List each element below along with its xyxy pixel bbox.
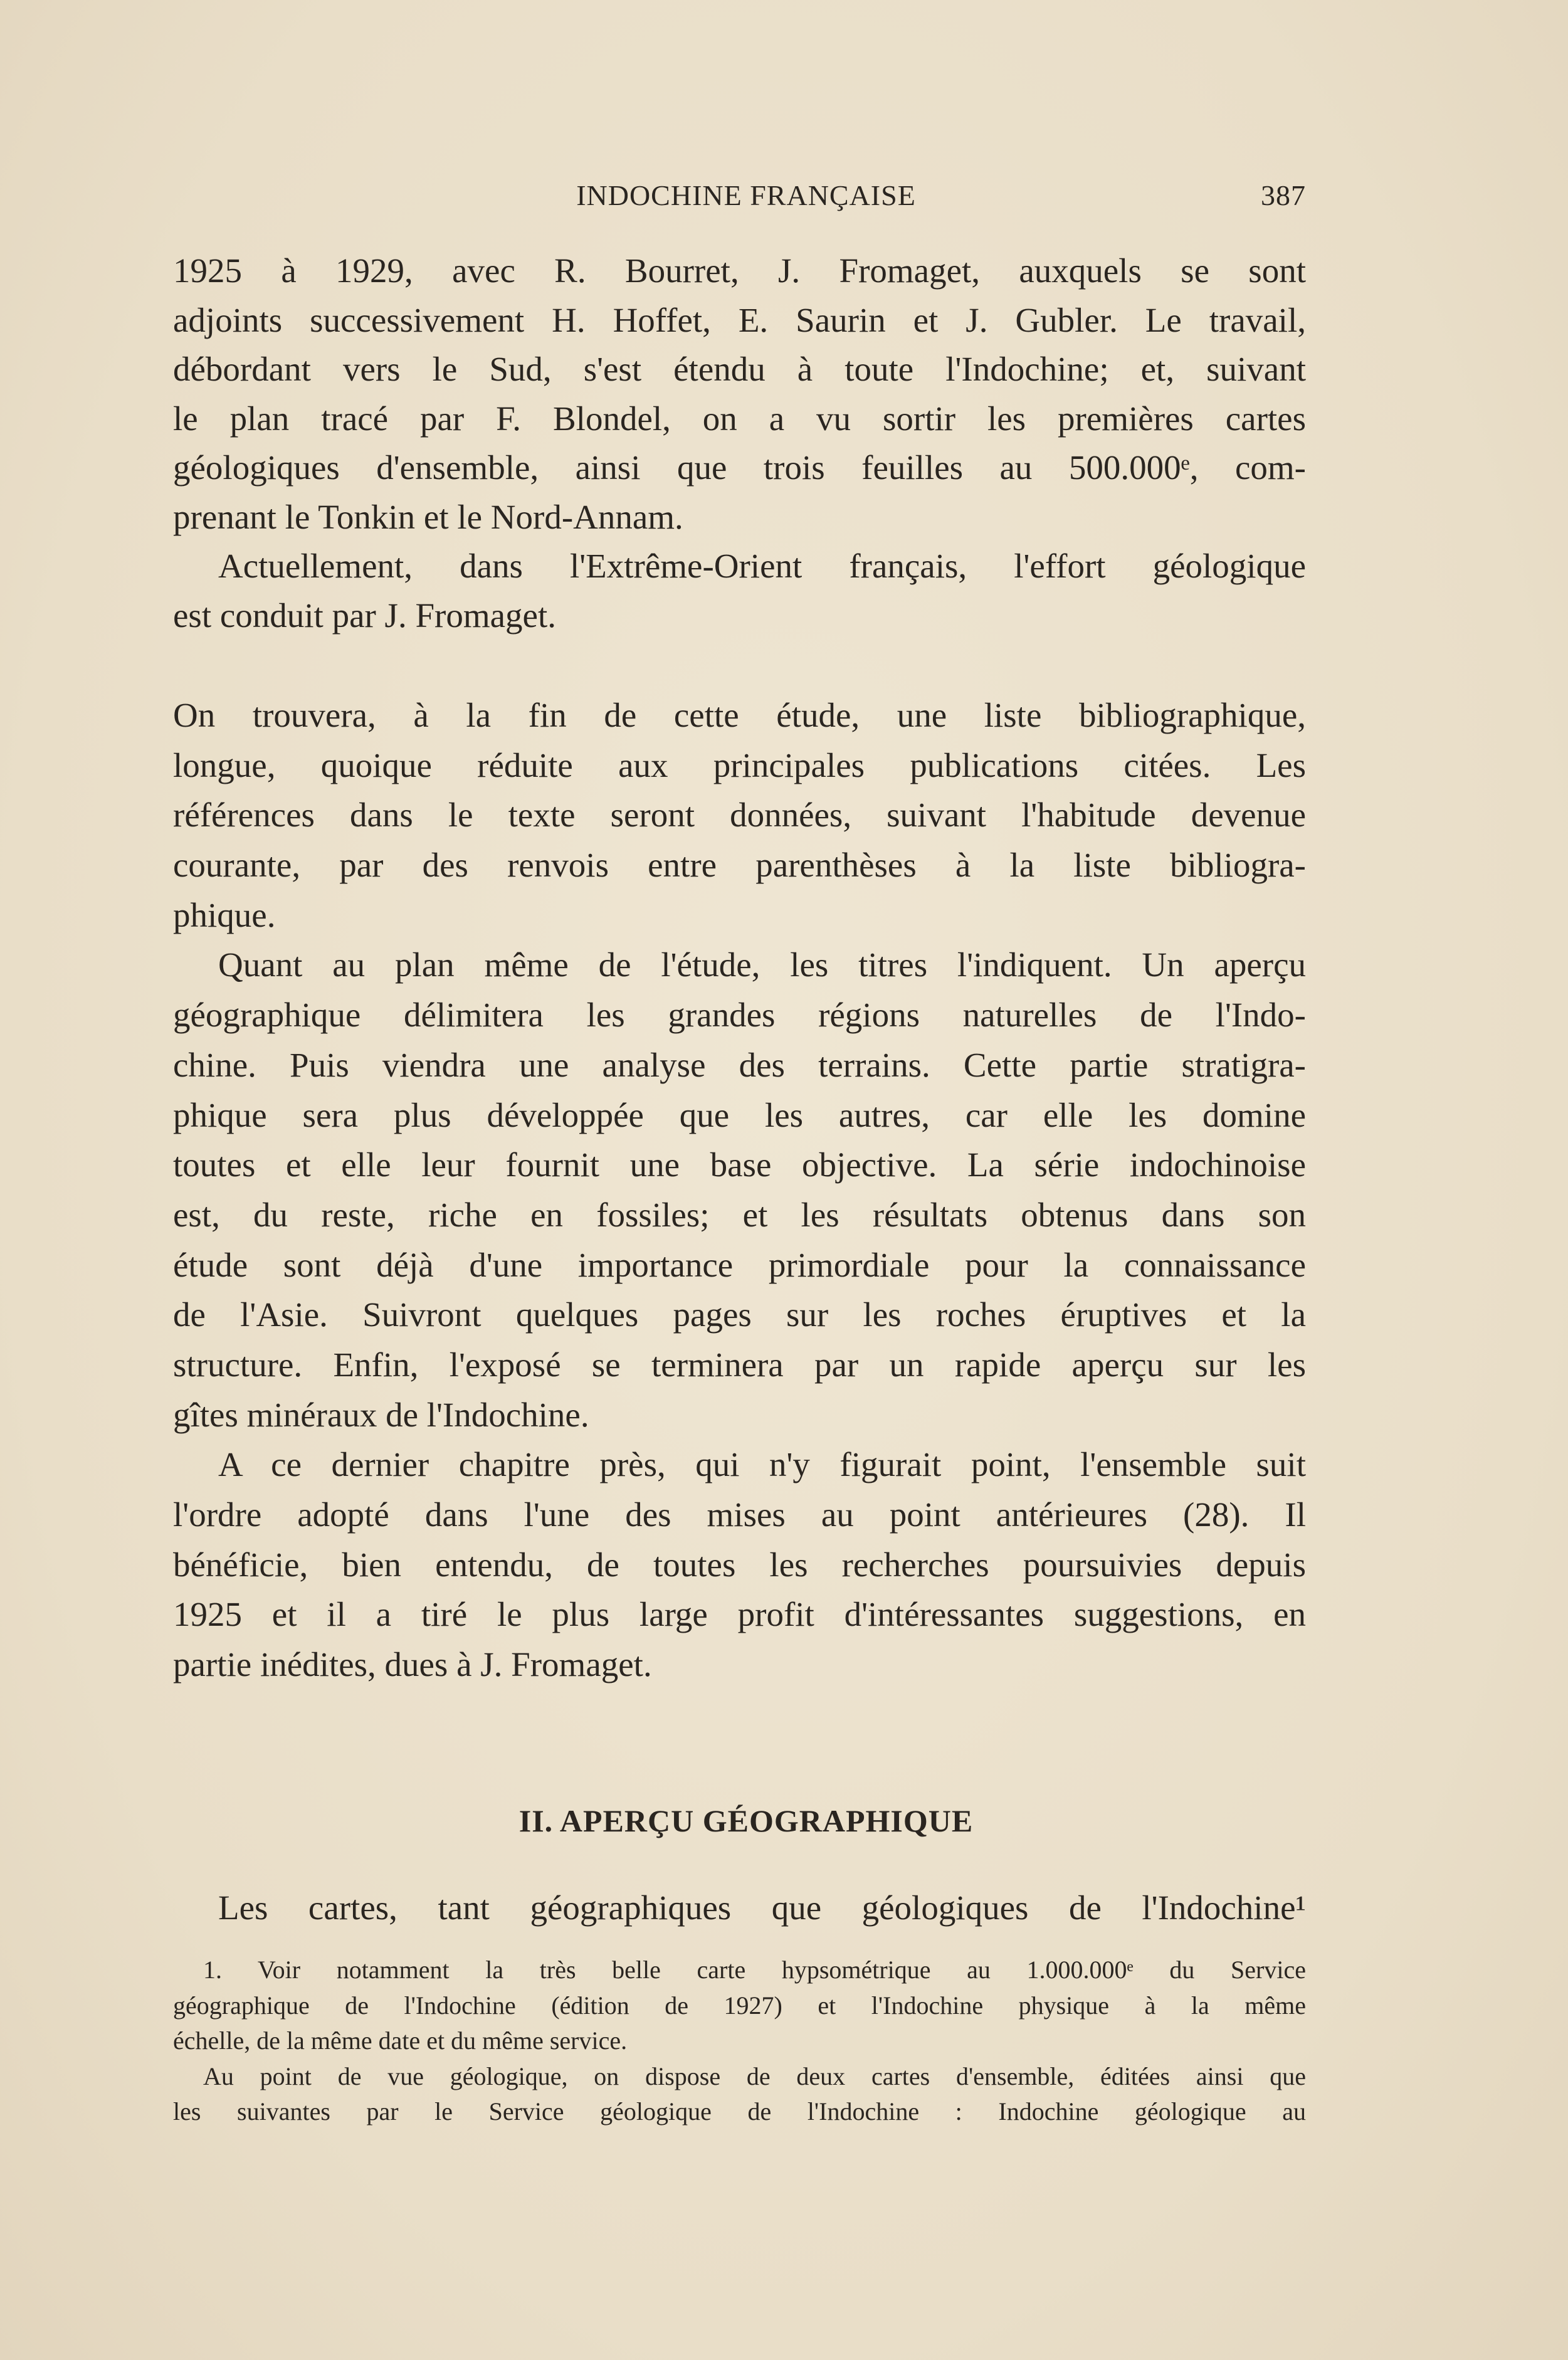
footnote-line: 1. Voir notamment la très belle carte hypsométrique au 1.000.000ᵉ du Service	[203, 1956, 1306, 1984]
text-line: est conduit par J. Fromaget.	[173, 596, 556, 635]
text-line: Actuellement, dans l'Extrême-Orient français, l'effort géologique	[218, 547, 1306, 585]
section-body	[173, 1883, 1306, 1933]
text-line: prenant le Tonkin et le Nord-Annam.	[173, 497, 683, 536]
text-line: partie inédites, dues à J. Fromaget.	[173, 1645, 652, 1684]
text-line: 1925 et il a tiré le plus large profit d'intéressantes suggestions, en	[173, 1595, 1306, 1634]
running-header: INDOCHINE FRANÇAISE	[576, 179, 916, 211]
text-line: Les cartes, tant géographiques que géologiques de l'Indochine¹	[218, 1889, 1306, 1927]
text-line: 1925 à 1929, avec R. Bourret, J. Fromaget, auxquels se sont	[173, 251, 1306, 290]
text-line: On trouvera, à la fin de cette étude, une liste bibliographique,	[173, 696, 1306, 734]
text-line: courante, par des renvois entre parenthèses à la liste bibliogra-	[173, 846, 1306, 885]
text-line: phique.	[173, 895, 276, 934]
footnote-line: les suivantes par le Service géologique de l'Indochine : Indochine géologique au	[173, 2097, 1306, 2126]
text-line: le plan tracé par F. Blondel, on a vu sortir les premières cartes	[173, 399, 1306, 438]
body-paragraphs	[173, 690, 1306, 1690]
footnote-line: échelle, de la même date et du même service.	[173, 2026, 628, 2055]
text-line: débordant vers le Sud, s'est étendu à toute l'Indochine; et, suivant	[173, 350, 1306, 388]
text-line: A ce dernier chapitre près, qui n'y figurait point, l'ensemble suit	[218, 1445, 1306, 1484]
intro-paragraphs	[173, 246, 1306, 640]
text-line: géographique délimitera les grandes régions naturelles de l'Indo-	[173, 996, 1306, 1035]
text-line: chine. Puis viendra une analyse des terrains. Cette partie stratigra-	[173, 1045, 1306, 1084]
text-line: géologiques d'ensemble, ainsi que trois feuilles au 500.000ᵉ, com-	[173, 448, 1306, 487]
footnotes	[173, 1952, 1306, 2130]
text-line: gîtes minéraux de l'Indochine.	[173, 1395, 589, 1434]
text-line: étude sont déjà d'une importance primordiale pour la connaissance	[173, 1245, 1306, 1284]
text-line: adjoints successivement H. Hoffet, E. Saurin et J. Gubler. Le travail,	[173, 300, 1306, 339]
text-line: l'ordre adopté dans l'une des mises au point antérieures (28). Il	[173, 1495, 1306, 1534]
footnote-line: Au point de vue géologique, on dispose de deux cartes d'ensemble, éditées ainsi que	[203, 2062, 1306, 2090]
text-line: longue, quoique réduite aux principales publications citées. Les	[173, 745, 1306, 784]
text-line: toutes et elle leur fournit une base objective. La série indochinoise	[173, 1146, 1306, 1184]
text-line: phique sera plus développée que les autres, car elle les domine	[173, 1095, 1306, 1134]
text-line: Quant au plan même de l'étude, les titres l'indiquent. Un aperçu	[218, 946, 1306, 984]
section-heading: II. APERÇU GÉOGRAPHIQUE	[518, 1803, 974, 1838]
text-line: références dans le texte seront données, suivant l'habitude devenue	[173, 796, 1306, 835]
text-line: est, du reste, riche en fossiles; et les résultats obtenus dans son	[173, 1195, 1306, 1234]
text-line: structure. Enfin, l'exposé se terminera par un rapide aperçu sur les	[173, 1345, 1306, 1384]
text-line: bénéficie, bien entendu, de toutes les recherches poursuivies depuis	[173, 1545, 1306, 1584]
page-number: 387	[1261, 179, 1306, 211]
text-line: de l'Asie. Suivront quelques pages sur les roches éruptives et la	[173, 1295, 1306, 1334]
footnote-line: géographique de l'Indochine (édition de 1927) et l'Indochine physique à la même	[173, 1991, 1306, 2020]
